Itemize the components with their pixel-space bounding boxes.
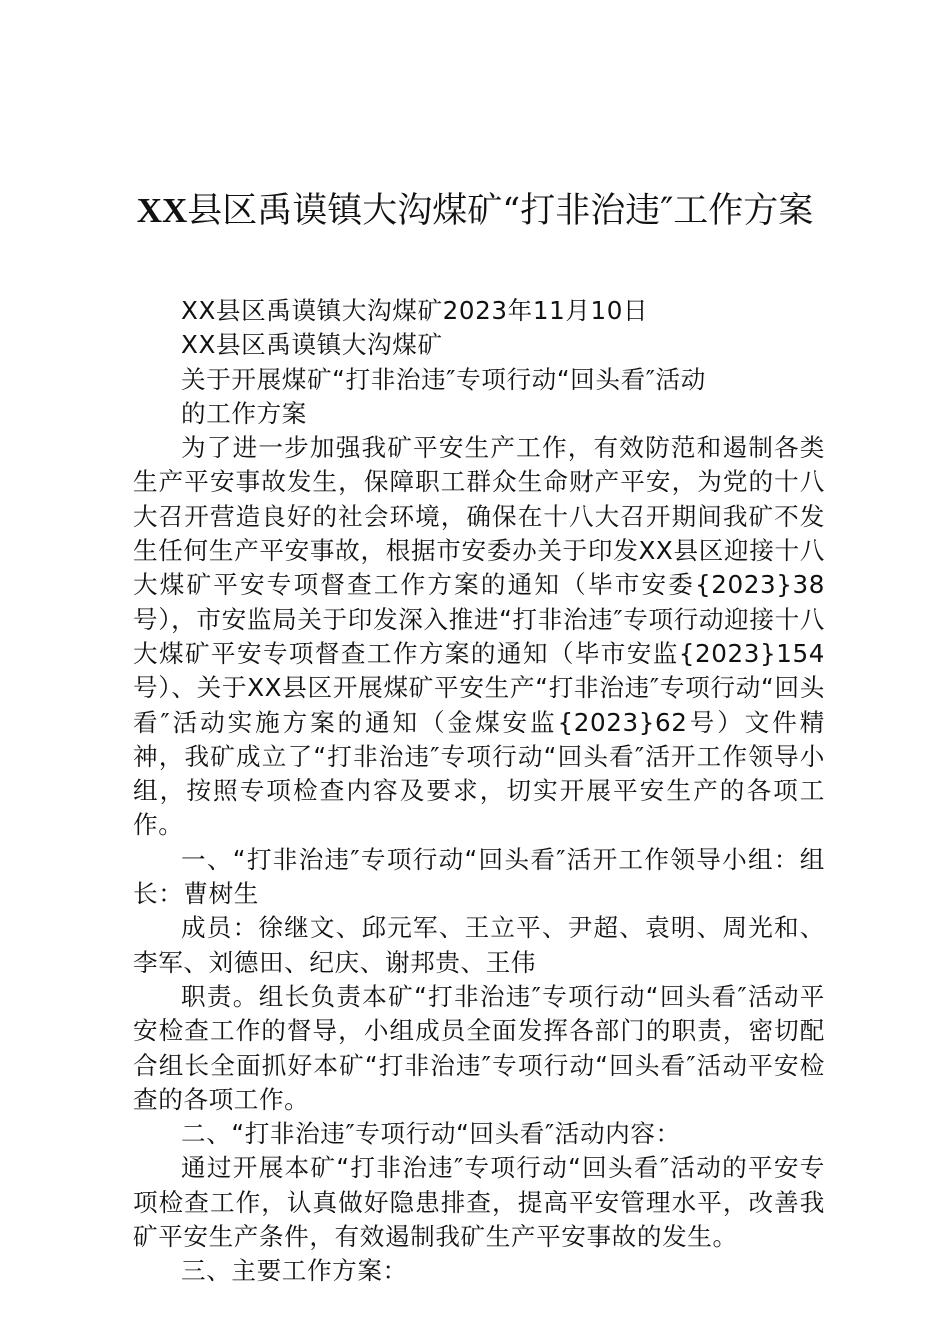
paragraph-duties: 职责。组长负责本矿“打非治违″专项行动“回头看″活动平安检查工作的督导，小组成员全面发挥各部门的职责，密切配合组长全面抓好本矿“打非治违″专项行动“回头看″活动平安检查的各项工作。 <box>133 981 825 1114</box>
header-line-subject: 关于开展煤矿“打非治违″专项行动“回头看″活动 <box>181 364 706 394</box>
title-prefix: XX <box>136 191 188 230</box>
paragraph-intro: 为了进一步加强我矿平安生产工作，有效防范和遏制各类生产平安事故发生，保障职工群众生命财产平安，为党的十八大召开营造良好的社会环境，确保在十八大召开期间我矿不发生任何生产平安事故，根据市安委办关于印发XX县区迎接十八大煤矿平安专项督查工作方案的通知（毕市安委{2023}38号），市安监局关于印发深入推进“打非治违″专项行动迎接十八大煤矿平安专项督查工作方案的通知（毕市安监{2023}154号）、关于XX县区开展煤矿平安生产“打非治违″专项行动“回头看″活动实施方案的通知（金煤安监{2023}62号）文件精神，我矿成立了“打非治违″专项行动“回头看″活开工作领导小组，按照专项检查内容及要求，切实开展平安生产的各项工作。 <box>133 433 825 840</box>
title-main: 县区禹谟镇大沟煤矿“打非治违″工作方案 <box>187 191 814 231</box>
document-title <box>120 182 830 240</box>
paragraph-section-3: 三、主要工作方案： <box>181 1256 408 1286</box>
header-line-subject-cont: 的工作方案 <box>181 398 307 428</box>
document-body <box>133 294 825 1289</box>
paragraph-section-2: 二、“打非治违″专项行动“回头看″活动内容： <box>181 1119 681 1149</box>
paragraph-section-1: 一、“打非治违″专项行动“回头看″活开工作领导小组：组长：曹树生 <box>133 844 825 909</box>
paragraph-content: 通过开展本矿“打非治违″专项行动“回头看″活动的平安专项检查工作，认真做好隐患排查，提高平安管理水平，改善我矿平安生产条件，有效遏制我矿生产平安事故的发生。 <box>133 1153 825 1252</box>
paragraph-members: 成员：徐继文、邱元军、王立平、尹超、袁明、周光和、李军、刘德田、纪庆、谢邦贵、王伟 <box>133 913 825 977</box>
header-line-org: XX县区禹谟镇大沟煤矿 <box>181 330 443 360</box>
header-line-date: XX县区禹谟镇大沟煤矿2023年11月10日 <box>181 296 649 325</box>
